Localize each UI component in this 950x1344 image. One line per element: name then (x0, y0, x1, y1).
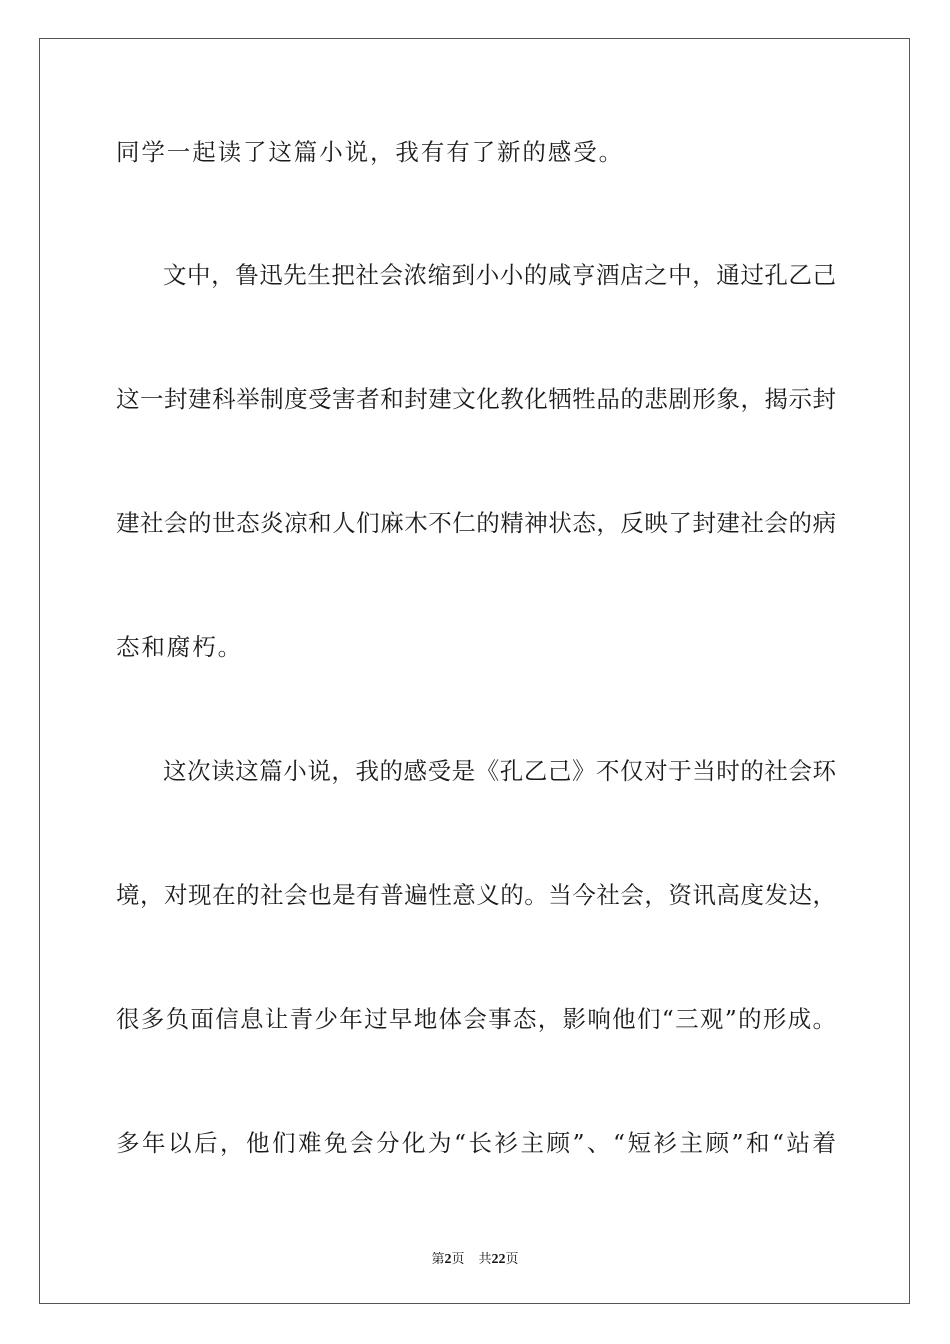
page-border (39, 38, 910, 1304)
text-line-6: 这次读这篇小说，我的感受是《孔乙己》不仅对于当时的社会环 (163, 757, 836, 785)
page-suffix: 页 (451, 1252, 465, 1267)
text-line-8: 很多负面信息让青少年过早地体会事态，影响他们“三观”的形成。 (116, 1005, 836, 1033)
text-line-9: 多年以后，他们难免会分化为“长衫主顾”、“短衫主顾”和“站着 (116, 1129, 836, 1157)
text-line-3: 这一封建科举制度受害者和封建文化教化牺牲品的悲剧形象，揭示封 (116, 385, 836, 413)
text-line-7: 境，对现在的社会也是有普遍性意义的。当今社会，资讯高度发达， (116, 881, 836, 909)
total-pages: 22 (491, 1252, 506, 1267)
page-number: 2 (444, 1252, 452, 1267)
page-footer (0, 1248, 950, 1268)
text-line-2: 文中，鲁迅先生把社会浓缩到小小的咸亨酒店之中，通过孔乙己 (163, 261, 836, 289)
total-suffix: 页 (505, 1252, 519, 1267)
page-prefix: 第 (431, 1252, 445, 1267)
total-prefix: 共 (478, 1252, 492, 1267)
text-line-5: 态和腐朽。 (116, 633, 243, 661)
text-line-1: 同学一起读了这篇小说，我有有了新的感受。 (116, 138, 624, 166)
text-line-4: 建社会的世态炎凉和人们麻木不仁的精神状态，反映了封建社会的病 (116, 509, 836, 537)
